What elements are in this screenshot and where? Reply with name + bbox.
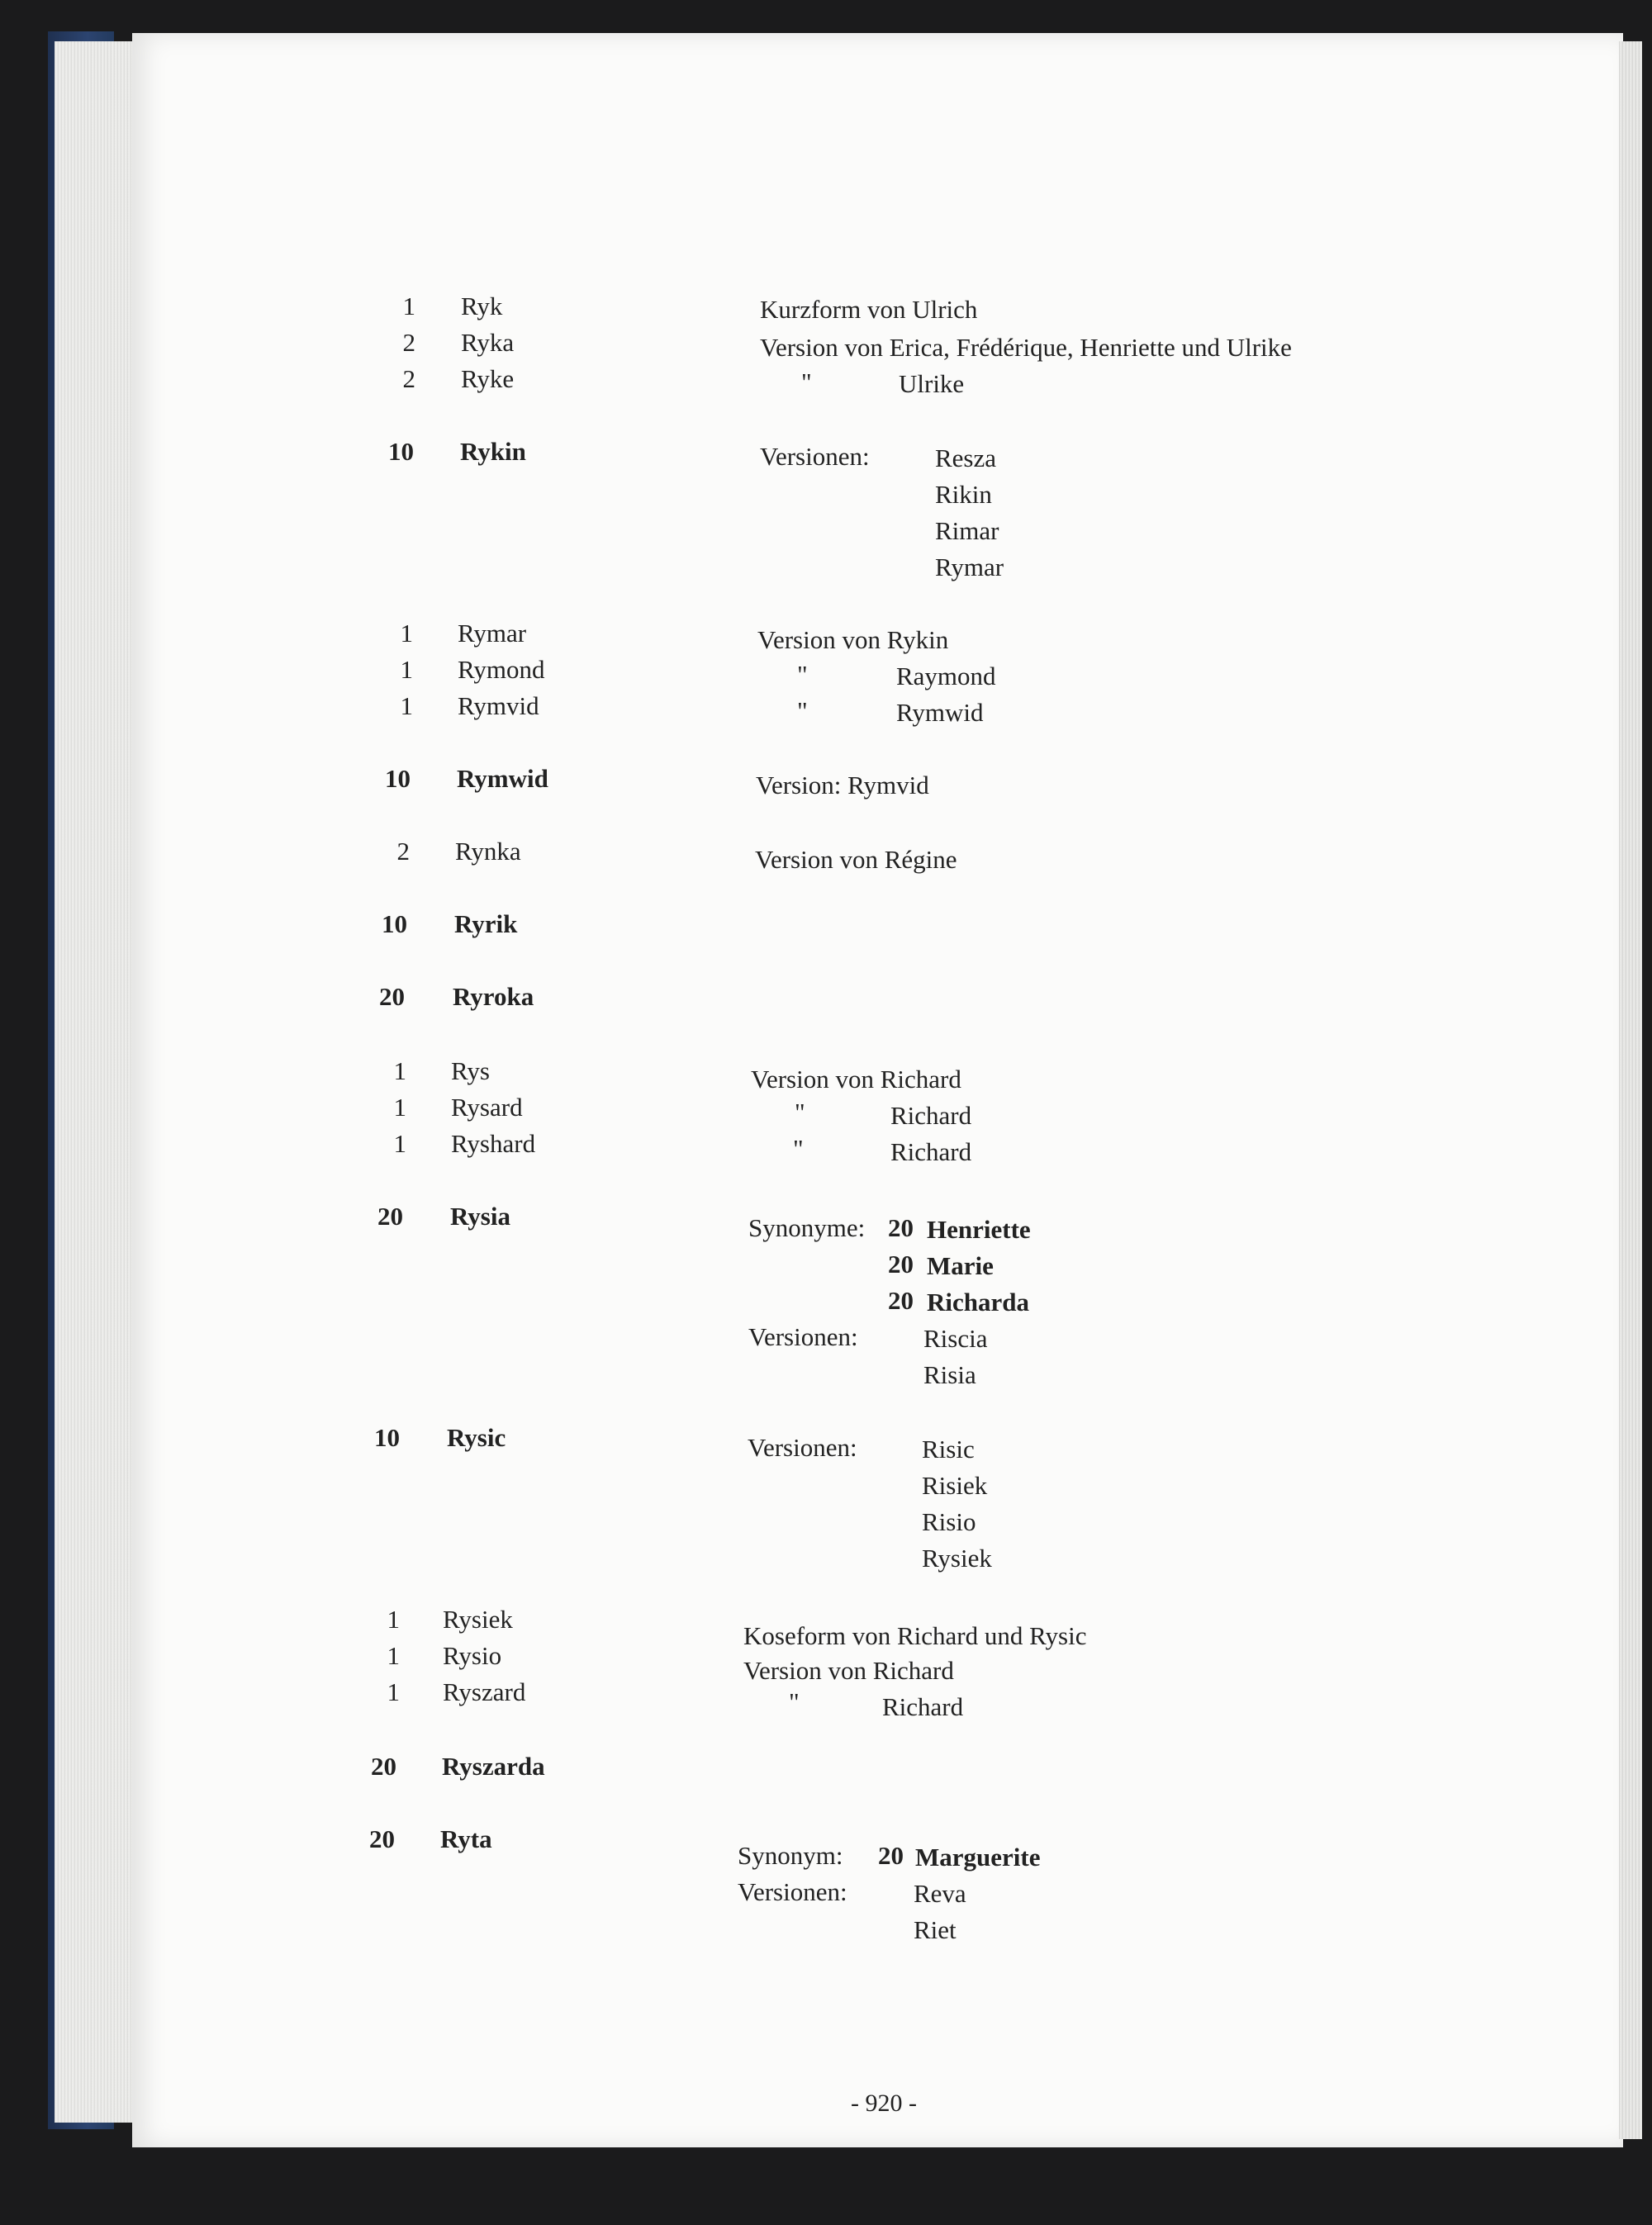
entry-name: Rymar xyxy=(458,619,527,648)
entry-value: Ulrike xyxy=(899,369,965,398)
entry-number: 1 xyxy=(387,1641,400,1670)
entry-value: Risia xyxy=(923,1360,976,1389)
entry-value: Risio xyxy=(922,1507,976,1536)
entry-number: 2 xyxy=(402,364,415,393)
entry-value: Risic xyxy=(922,1435,975,1464)
entry-number: 1 xyxy=(400,655,413,684)
synonym-name: Richarda xyxy=(927,1288,1029,1316)
synonym-name: Marie xyxy=(927,1251,994,1280)
entry-note: Version von Richard xyxy=(751,1065,961,1094)
entry-name: Rykin xyxy=(460,437,526,466)
entry-value: Raymond xyxy=(896,662,996,690)
page-number: - 920 - xyxy=(851,2090,917,2117)
synonym-number: 20 xyxy=(888,1286,914,1315)
entry-number: 1 xyxy=(402,292,415,320)
entry-name: Rymond xyxy=(458,655,545,684)
synonym-number: 20 xyxy=(888,1213,914,1242)
ditto-mark: " xyxy=(789,1687,800,1716)
entry-number: 1 xyxy=(400,619,413,648)
entry-number: 20 xyxy=(377,1202,403,1231)
entry-name: Rysiek xyxy=(443,1605,513,1634)
entry-label: Versionen: xyxy=(748,1433,857,1462)
entry-number: 20 xyxy=(369,1824,395,1853)
entry-name: Ryszarda xyxy=(442,1752,545,1781)
entry-number: 1 xyxy=(400,691,413,720)
entry-name: Ryshard xyxy=(451,1129,536,1158)
entry-name: Rynka xyxy=(455,837,521,866)
entry-value: Rymwid xyxy=(896,698,984,727)
entry-number: 1 xyxy=(387,1677,400,1706)
entry-name: Rysia xyxy=(450,1202,510,1231)
entry-name: Rysio xyxy=(443,1641,502,1670)
entry-name: Ryk xyxy=(461,292,503,320)
entry-name: Rys xyxy=(451,1056,490,1085)
entry-name: Rymwid xyxy=(457,764,548,793)
entry-number: 1 xyxy=(393,1056,406,1085)
entry-label: Synonym: xyxy=(738,1841,843,1870)
entry-note: Koseform von Richard und Rysic xyxy=(743,1621,1087,1650)
synonym-number: 20 xyxy=(888,1250,914,1279)
synonym-name: Marguerite xyxy=(915,1843,1041,1872)
entry-name: Rysic xyxy=(447,1423,506,1452)
entry-value: Rikin xyxy=(935,480,992,509)
entry-note: Kurzform von Ulrich xyxy=(760,295,978,324)
entry-number: 1 xyxy=(393,1129,406,1158)
entry-value: Reva xyxy=(914,1879,966,1908)
entry-label: Synonyme: xyxy=(748,1213,866,1242)
entry-value: Rysiek xyxy=(922,1544,992,1573)
entry-value: Richard xyxy=(890,1101,972,1130)
entry-value: Riscia xyxy=(923,1324,988,1353)
entry-name: Ryrik xyxy=(454,909,518,938)
entry-value: Richard xyxy=(890,1137,972,1166)
entry-name: Ryroka xyxy=(453,982,534,1011)
entry-number: 10 xyxy=(374,1423,400,1452)
entry-name: Ryszard xyxy=(443,1677,526,1706)
entry-number: 10 xyxy=(382,909,407,938)
ditto-mark: " xyxy=(797,696,808,725)
entry-number: 20 xyxy=(371,1752,396,1781)
entry-note: Version von Richard xyxy=(743,1656,954,1685)
background-bottom xyxy=(0,2147,1652,2225)
entry-name: Ryka xyxy=(461,328,515,357)
entry-number: 10 xyxy=(388,437,414,466)
ditto-mark: " xyxy=(801,368,812,396)
entry-value: Rymar xyxy=(935,553,1004,581)
entry-value: Resza xyxy=(935,444,997,472)
entry-name: Ryke xyxy=(461,364,515,393)
entry-name: Ryta xyxy=(440,1824,492,1853)
synonym-name: Henriette xyxy=(927,1215,1031,1244)
entry-value: Rimar xyxy=(935,516,999,545)
entry-label: Versionen: xyxy=(738,1877,847,1906)
entry-note: Version: Rymvid xyxy=(756,771,929,799)
entry-name: Rymvid xyxy=(458,691,539,720)
entry-number: 1 xyxy=(393,1093,406,1122)
entry-number: 1 xyxy=(387,1605,400,1634)
entry-value: Riet xyxy=(914,1915,957,1944)
entry-note: Version von Erica, Frédérique, Henriette und Ulrike xyxy=(760,333,1292,362)
ditto-mark: " xyxy=(793,1134,804,1163)
ditto-mark: " xyxy=(797,660,808,689)
entry-name: Rysard xyxy=(451,1093,523,1122)
entry-value: Richard xyxy=(882,1692,964,1721)
entry-value: Risiek xyxy=(922,1471,988,1500)
entry-label: Versionen: xyxy=(748,1322,858,1351)
entry-note: Version von Rykin xyxy=(757,625,949,654)
entry-number: 2 xyxy=(396,837,410,866)
page-stack-right xyxy=(1619,41,1642,2139)
entry-note: Version von Régine xyxy=(755,845,957,874)
synonym-number: 20 xyxy=(878,1841,904,1870)
entry-label: Versionen: xyxy=(760,442,870,471)
entry-number: 10 xyxy=(385,764,411,793)
entry-number: 20 xyxy=(379,982,405,1011)
ditto-mark: " xyxy=(795,1098,805,1127)
entry-number: 2 xyxy=(402,328,415,357)
